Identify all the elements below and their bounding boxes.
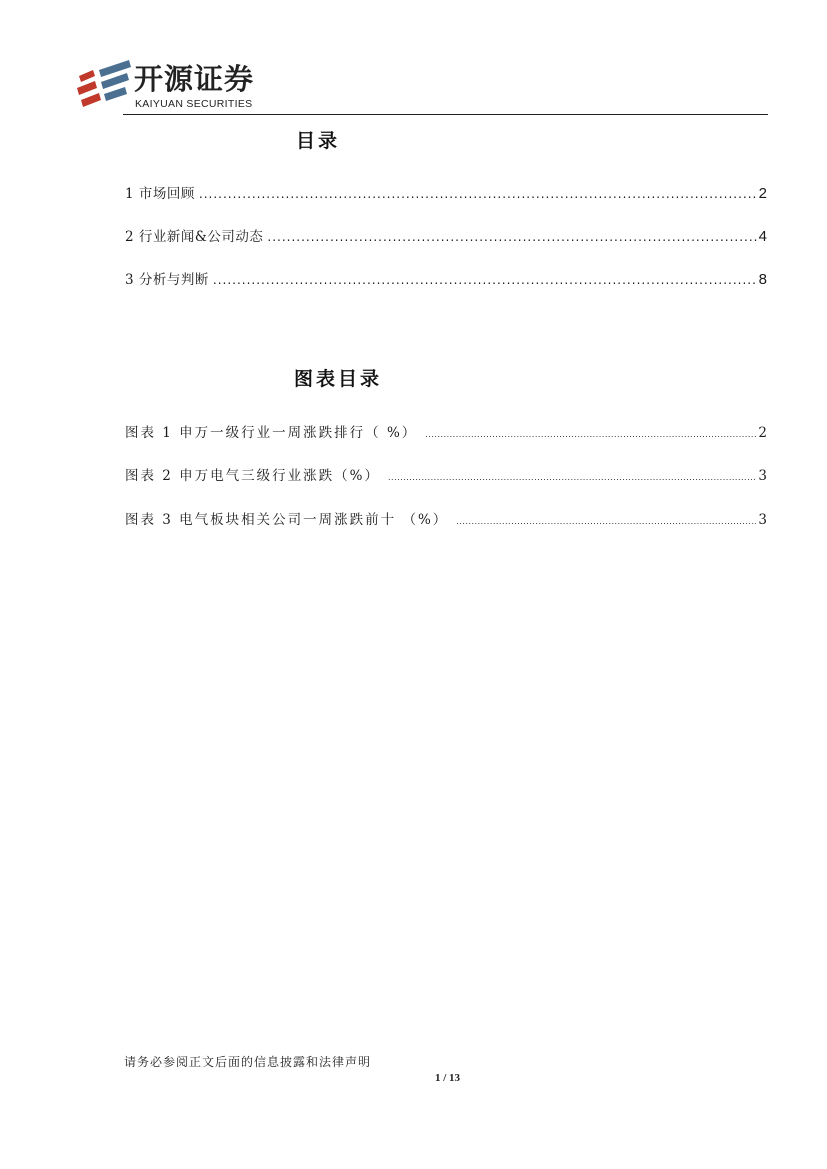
- dot-leader: [213, 273, 757, 287]
- report-header: [77, 58, 767, 116]
- dot-leader: [456, 517, 756, 526]
- dot-leader: [267, 230, 756, 244]
- toc-entry-page: 4: [758, 228, 767, 245]
- toc-entry-page: 8: [758, 271, 767, 288]
- toc-entry-label: 1 市场回顾: [125, 186, 195, 202]
- toc-entry-page: 2: [758, 185, 767, 202]
- toc-entry-1[interactable]: [125, 182, 767, 202]
- toc-entry-3[interactable]: [125, 268, 767, 288]
- dot-leader: [388, 473, 756, 482]
- legal-disclaimer: 请务必参阅正文后面的信息披露和法律声明: [124, 1055, 372, 1069]
- dot-leader: [425, 430, 756, 439]
- figure-entry-3[interactable]: [125, 508, 767, 528]
- toc-entry-label: 2 行业新闻&公司动态: [125, 229, 264, 245]
- figure-entry-page: 3: [758, 468, 767, 484]
- figure-list-title: 图表目录: [294, 368, 383, 390]
- figure-entry-label: 图表 3 电气板块相关公司一周涨跌前十 （%）: [125, 512, 449, 528]
- figure-entry-label: 图表 2 申万电气三级行业涨跌（%）: [125, 468, 380, 484]
- figure-entry-2[interactable]: [125, 464, 767, 484]
- page-indicator: 1 / 13: [434, 1072, 461, 1084]
- toc-entry-2[interactable]: [125, 225, 767, 245]
- brand-name-en: KAIYUAN SECURITIES: [135, 98, 253, 110]
- figure-entry-1[interactable]: [125, 421, 767, 441]
- toc-entry-label: 3 分析与判断: [125, 272, 209, 288]
- kaiyuan-logo-icon: [77, 60, 131, 110]
- dot-leader: [199, 187, 757, 201]
- brand-name-cn: 开源证券: [134, 62, 255, 96]
- toc-title: 目录: [296, 130, 341, 152]
- figure-entry-page: 3: [758, 512, 767, 528]
- figure-entry-label: 图表 1 申万一级行业一周涨跌排行（ %）: [125, 425, 418, 441]
- figure-entry-page: 2: [758, 425, 767, 441]
- header-divider: [123, 114, 768, 115]
